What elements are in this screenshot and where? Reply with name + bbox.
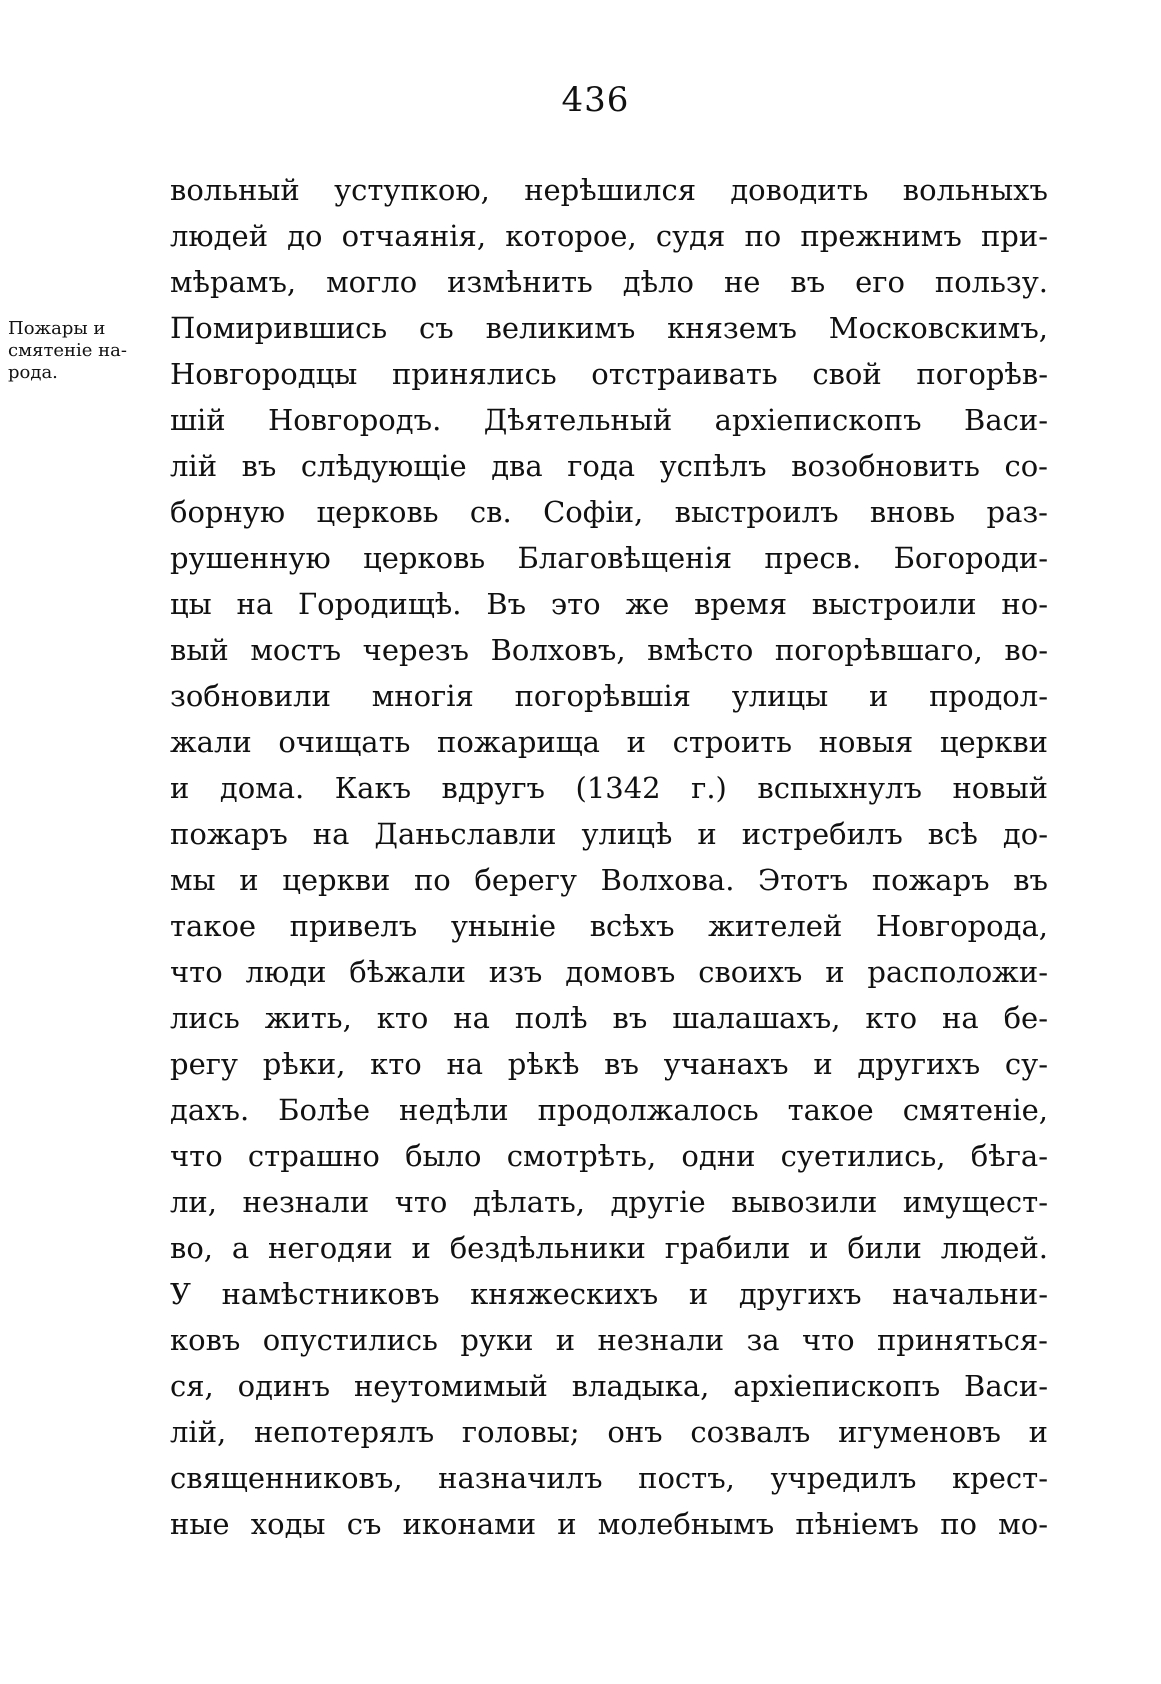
text-line: такое привелъ уныніе всѣхъ жителей Новгорода, <box>170 909 1048 943</box>
text-line: шій Новгородъ. Дѣятельный архіепископъ Васи- <box>170 403 1048 437</box>
body-text <box>170 167 1048 1547</box>
text-line: Помирившись съ великимъ княземъ Московскимъ, <box>170 311 1048 345</box>
text-line: рушенную церковь Благовѣщенія пресв. Богороди- <box>170 541 1048 575</box>
text-line: Новгородцы принялись отстраивать свой погорѣв- <box>170 357 1048 391</box>
text-line: ли, незнали что дѣлать, другіе вывозили имущест- <box>170 1185 1048 1219</box>
text-line: пожаръ на Даньславли улицѣ и истребилъ всѣ до- <box>170 817 1048 851</box>
text-line: ные ходы съ иконами и молебнымъ пѣніемъ по мо- <box>170 1507 1048 1541</box>
text-line: жали очищать пожарища и строить новыя церкви <box>170 725 1048 759</box>
text-line: и дома. Какъ вдругъ (1342 г.) вспыхнулъ новый <box>170 771 1048 805</box>
margin-note-line: смятеніе на- <box>8 340 127 361</box>
page-number: 436 <box>561 80 630 120</box>
text-line: что страшно было смотрѣть, одни суетились, бѣга- <box>170 1139 1048 1173</box>
text-line: зобновили многія погорѣвшія улицы и продол- <box>170 679 1048 713</box>
text-line: вольный уступкою, нерѣшился доводить вольныхъ <box>170 173 1048 207</box>
text-line: дахъ. Болѣе недѣли продолжалось такое смятеніе, <box>170 1093 1048 1127</box>
text-line: лій, непотерялъ головы; онъ созвалъ игуменовъ и <box>170 1415 1048 1449</box>
text-line: священниковъ, назначилъ постъ, учредилъ крест- <box>170 1461 1048 1495</box>
text-line: борную церковь св. Софіи, выстроилъ вновь раз- <box>170 495 1048 529</box>
text-line: мѣрамъ, могло измѣнить дѣло не въ его пользу. <box>170 265 1048 299</box>
text-line: людей до отчаянія, которое, судя по прежнимъ при- <box>170 219 1048 253</box>
text-line: лись жить, кто на полѣ въ шалашахъ, кто на бе- <box>170 1001 1048 1035</box>
text-line: ковъ опустились руки и незнали за что приняться- <box>170 1323 1048 1357</box>
text-line: вый мостъ черезъ Волховъ, вмѣсто погорѣвшаго, во- <box>170 633 1048 667</box>
text-line: цы на Городищѣ. Въ это же время выстроили но- <box>170 587 1048 621</box>
text-line: регу рѣки, кто на рѣкѣ въ учанахъ и другихъ су- <box>170 1047 1048 1081</box>
text-line: что люди бѣжали изъ домовъ своихъ и расположи- <box>170 955 1048 989</box>
text-line: У намѣстниковъ княжескихъ и другихъ начальни- <box>170 1277 1048 1311</box>
margin-note-line: рода. <box>8 362 58 383</box>
margin-note-line: Пожары и <box>8 318 106 339</box>
text-line: ся, одинъ неутомимый владыка, архіепископъ Васи- <box>170 1369 1048 1403</box>
text-line: во, а негодяи и бездѣльники грабили и били людей. <box>170 1231 1048 1265</box>
margin-note <box>8 318 168 384</box>
text-line: мы и церкви по берегу Волхова. Этотъ пожаръ въ <box>170 863 1048 897</box>
text-line: лій въ слѣдующіе два года успѣлъ возобновить со- <box>170 449 1048 483</box>
